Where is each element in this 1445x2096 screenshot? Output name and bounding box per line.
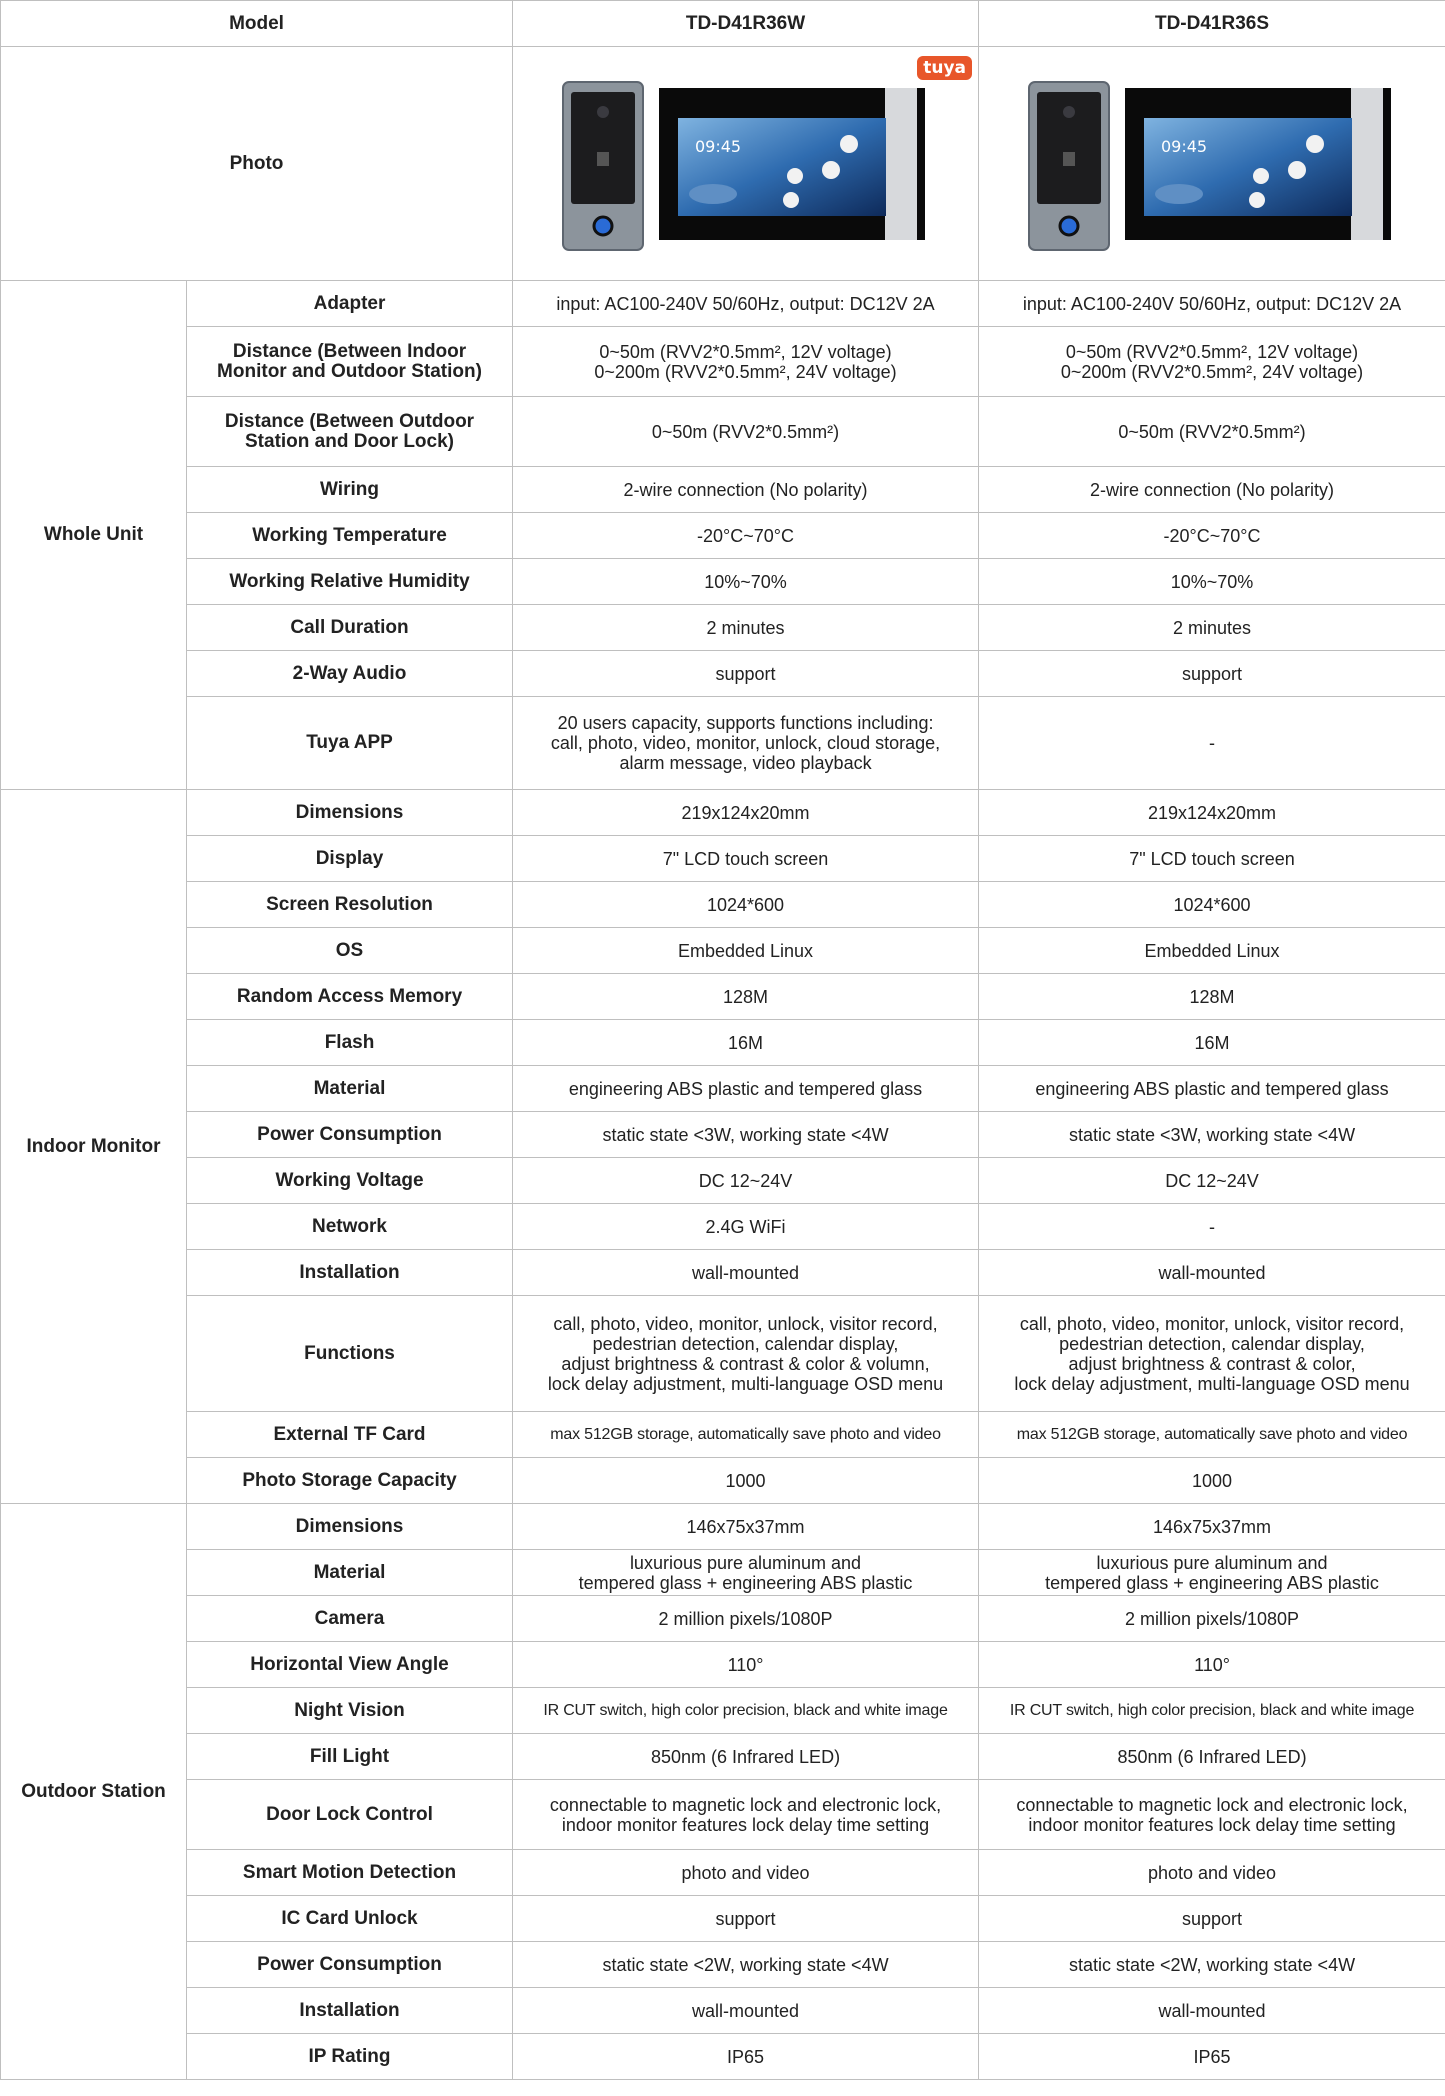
spec-value-model-1: Embedded Linux [513,928,979,974]
spec-value-model-1: IP65 [513,2034,979,2080]
app-icon [783,192,799,208]
app-icon [840,135,858,153]
camera-lens [1063,106,1075,118]
spec-row [1,281,1445,327]
spec-label: Distance (Between Indoor Monitor and Outdoor Station) [187,327,513,397]
spec-label: Call Duration [187,605,513,651]
spec-value-model-1: 20 users capacity, supports functions including: call, photo, video, monitor, unlock, cloud storage, alarm message, video playback [513,697,979,790]
screen-widget [689,184,737,204]
spec-value-model-1: 1000 [513,1458,979,1504]
spec-label: Working Voltage [187,1158,513,1204]
spec-value-model-1: input: AC100-240V 50/60Hz, output: DC12V 2A [513,281,979,327]
spec-label: Installation [187,1250,513,1296]
spec-label: IC Card Unlock [187,1896,513,1942]
spec-row [1,1780,1445,1850]
spec-row [1,790,1445,836]
spec-value-model-2: - [979,697,1445,790]
spec-row [1,1688,1445,1734]
app-icon [1253,168,1269,184]
indoor-monitor-side [885,88,917,240]
call-button-icon [1060,217,1078,235]
spec-value-model-1: 2-wire connection (No polarity) [513,467,979,513]
spec-value-model-1: 7" LCD touch screen [513,836,979,882]
spec-row [1,1550,1445,1596]
spec-value-model-1: 146x75x37mm [513,1504,979,1550]
spec-row [1,928,1445,974]
call-button-icon [594,217,612,235]
spec-value-model-2: 0~50m (RVV2*0.5mm², 12V voltage) 0~200m (RVV2*0.5mm², 24V voltage) [979,327,1445,397]
product-image [513,48,979,280]
spec-value-model-2: support [979,1896,1445,1942]
spec-row [1,327,1445,397]
spec-value-model-2: input: AC100-240V 50/60Hz, output: DC12V 2A [979,281,1445,327]
product-photo-2 [979,47,1445,281]
screen-time: 09:45 [1161,136,1208,156]
spec-value-model-1: 1024*600 [513,882,979,928]
spec-row [1,605,1445,651]
spec-row [1,1942,1445,1988]
spec-value-model-2: 2 million pixels/1080P [979,1596,1445,1642]
spec-value-model-2: IP65 [979,2034,1445,2080]
spec-value-model-2: IR CUT switch, high color precision, black and white image [979,1688,1445,1734]
spec-row [1,467,1445,513]
section-whole-unit: Whole Unit [1,281,187,790]
screen-widget [1155,184,1203,204]
spec-label: Material [187,1066,513,1112]
spec-value-model-1: 219x124x20mm [513,790,979,836]
spec-value-model-1: 110° [513,1642,979,1688]
spec-row [1,513,1445,559]
spec-label: Camera [187,1596,513,1642]
spec-value-model-1: 0~50m (RVV2*0.5mm²) [513,397,979,467]
spec-value-model-2: static state <2W, working state <4W [979,1942,1445,1988]
spec-label: Random Access Memory [187,974,513,1020]
spec-value-model-1: luxurious pure aluminum and tempered glass + engineering ABS plastic [513,1550,979,1596]
app-icon [1249,192,1265,208]
spec-value-model-2: 0~50m (RVV2*0.5mm²) [979,397,1445,467]
spec-label: Working Temperature [187,513,513,559]
spec-value-model-1: 0~50m (RVV2*0.5mm², 12V voltage) 0~200m (RVV2*0.5mm², 24V voltage) [513,327,979,397]
spec-value-model-2: 2 minutes [979,605,1445,651]
spec-value-model-2: wall-mounted [979,1988,1445,2034]
spec-value-model-2: static state <3W, working state <4W [979,1112,1445,1158]
spec-value-model-2: call, photo, video, monitor, unlock, visitor record, pedestrian detection, calendar display, adjust brightness & contrast & color, lock delay adjustment, multi-language OSD menu [979,1296,1445,1412]
spec-row [1,397,1445,467]
spec-row [1,1850,1445,1896]
spec-value-model-2: engineering ABS plastic and tempered glass [979,1066,1445,1112]
spec-row [1,1896,1445,1942]
photo-row [1,47,1445,281]
spec-value-model-2: 1000 [979,1458,1445,1504]
spec-label: 2-Way Audio [187,651,513,697]
spec-row [1,1112,1445,1158]
card-reader-icon [597,152,609,166]
model-2-header: TD-D41R36S [979,1,1445,47]
spec-label: Screen Resolution [187,882,513,928]
spec-row [1,1504,1445,1550]
model-header: Model [1,1,513,47]
spec-row [1,1250,1445,1296]
spec-row [1,559,1445,605]
product-image [979,48,1445,280]
spec-label: Working Relative Humidity [187,559,513,605]
spec-value-model-1: DC 12~24V [513,1158,979,1204]
app-icon [822,161,840,179]
spec-value-model-2: 146x75x37mm [979,1504,1445,1550]
spec-value-model-1: wall-mounted [513,1988,979,2034]
spec-value-model-2: 850nm (6 Infrared LED) [979,1734,1445,1780]
spec-row [1,1066,1445,1112]
spec-value-model-2: support [979,651,1445,697]
spec-label: Installation [187,1988,513,2034]
spec-value-model-1: max 512GB storage, automatically save photo and video [513,1412,979,1458]
spec-row [1,974,1445,1020]
spec-label: Door Lock Control [187,1780,513,1850]
camera-lens [597,106,609,118]
spec-label: Wiring [187,467,513,513]
spec-value-model-1: support [513,651,979,697]
spec-value-model-2: 2-wire connection (No polarity) [979,467,1445,513]
spec-label: Network [187,1204,513,1250]
spec-value-model-2: max 512GB storage, automatically save photo and video [979,1412,1445,1458]
spec-label: Power Consumption [187,1112,513,1158]
spec-label: Flash [187,1020,513,1066]
spec-value-model-1: 2.4G WiFi [513,1204,979,1250]
spec-row [1,1458,1445,1504]
spec-value-model-1: wall-mounted [513,1250,979,1296]
header-row [1,1,1445,47]
spec-label: Horizontal View Angle [187,1642,513,1688]
screen-time: 09:45 [695,136,742,156]
spec-value-model-2: photo and video [979,1850,1445,1896]
spec-row [1,1412,1445,1458]
spec-row [1,1020,1445,1066]
spec-label: Dimensions [187,790,513,836]
spec-label: IP Rating [187,2034,513,2080]
app-icon [787,168,803,184]
spec-label: Adapter [187,281,513,327]
app-icon [1306,135,1324,153]
spec-value-model-1: support [513,1896,979,1942]
spec-value-model-1: static state <2W, working state <4W [513,1942,979,1988]
spec-label: Distance (Between Outdoor Station and Door Lock) [187,397,513,467]
indoor-monitor-side [1351,88,1383,240]
spec-value-model-1: -20°C~70°C [513,513,979,559]
spec-label: External TF Card [187,1412,513,1458]
model-1-header: TD-D41R36W [513,1,979,47]
section-outdoor-station: Outdoor Station [1,1504,187,2080]
spec-row [1,651,1445,697]
spec-value-model-1: 10%~70% [513,559,979,605]
photo-label: Photo [1,47,513,281]
spec-row [1,836,1445,882]
spec-value-model-2: luxurious pure aluminum and tempered glass + engineering ABS plastic [979,1550,1445,1596]
spec-value-model-2: 7" LCD touch screen [979,836,1445,882]
spec-value-model-2: connectable to magnetic lock and electronic lock, indoor monitor features lock delay time setting [979,1780,1445,1850]
card-reader-icon [1063,152,1075,166]
spec-value-model-2: 1024*600 [979,882,1445,928]
spec-value-model-1: 16M [513,1020,979,1066]
spec-value-model-2: 128M [979,974,1445,1020]
spec-value-model-1: call, photo, video, monitor, unlock, visitor record, pedestrian detection, calendar display, adjust brightness & contrast & color & volumn, lock delay adjustment, multi-language OSD menu [513,1296,979,1412]
product-photo-1 [513,47,979,281]
spec-value-model-1: 128M [513,974,979,1020]
spec-value-model-2: -20°C~70°C [979,513,1445,559]
spec-value-model-1: 850nm (6 Infrared LED) [513,1734,979,1780]
spec-value-model-1: engineering ABS plastic and tempered glass [513,1066,979,1112]
section-indoor-monitor: Indoor Monitor [1,790,187,1504]
spec-value-model-2: 110° [979,1642,1445,1688]
spec-label: Night Vision [187,1688,513,1734]
spec-value-model-2: 16M [979,1020,1445,1066]
spec-row [1,1204,1445,1250]
tuya-logo: tuya [917,56,972,80]
spec-row [1,1596,1445,1642]
spec-value-model-1: static state <3W, working state <4W [513,1112,979,1158]
spec-row [1,1642,1445,1688]
spec-value-model-2: wall-mounted [979,1250,1445,1296]
spec-value-model-2: 219x124x20mm [979,790,1445,836]
spec-row [1,1734,1445,1780]
spec-label: Fill Light [187,1734,513,1780]
spec-label: Functions [187,1296,513,1412]
app-icon [1288,161,1306,179]
spec-value-model-2: 10%~70% [979,559,1445,605]
spec-label: OS [187,928,513,974]
spec-row [1,1296,1445,1412]
spec-row [1,1988,1445,2034]
spec-value-model-2: - [979,1204,1445,1250]
spec-value-model-1: 2 million pixels/1080P [513,1596,979,1642]
spec-value-model-2: DC 12~24V [979,1158,1445,1204]
spec-value-model-2: Embedded Linux [979,928,1445,974]
spec-row [1,2034,1445,2080]
spec-value-model-1: connectable to magnetic lock and electronic lock, indoor monitor features lock delay time setting [513,1780,979,1850]
spec-row [1,697,1445,790]
spec-label: Smart Motion Detection [187,1850,513,1896]
spec-row [1,882,1445,928]
spec-value-model-1: photo and video [513,1850,979,1896]
spec-label: Material [187,1550,513,1596]
spec-label: Dimensions [187,1504,513,1550]
spec-row [1,1158,1445,1204]
spec-value-model-1: IR CUT switch, high color precision, black and white image [513,1688,979,1734]
spec-label: Power Consumption [187,1942,513,1988]
spec-label: Tuya APP [187,697,513,790]
spec-label: Photo Storage Capacity [187,1458,513,1504]
spec-value-model-1: 2 minutes [513,605,979,651]
spec-label: Display [187,836,513,882]
